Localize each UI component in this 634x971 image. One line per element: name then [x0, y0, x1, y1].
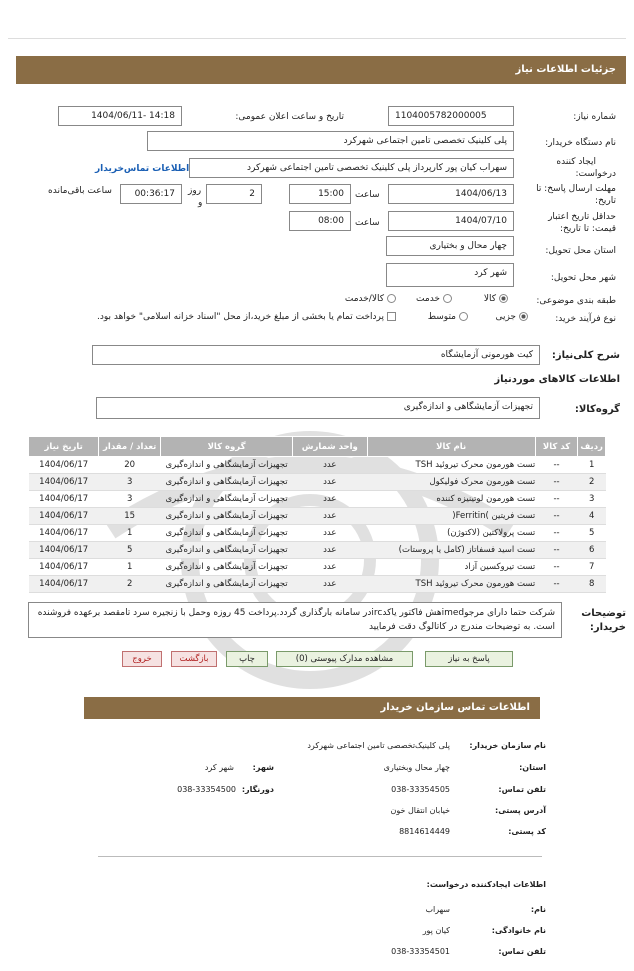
creator-label-2: درخواست:: [575, 169, 616, 179]
cell-need-date: 1404/06/17: [29, 525, 99, 542]
cell-row-index: 7: [578, 559, 606, 576]
cell-item-code: --: [535, 542, 578, 559]
and-label: و: [198, 198, 203, 208]
city-label: شهر محل تحویل:: [550, 273, 616, 283]
contact-divider: [98, 856, 542, 857]
cell-quantity: 3: [99, 474, 161, 491]
creator-label: ایجاد کننده: [556, 157, 596, 167]
cell-item-name: تست هورمون محرک فولیکول: [367, 474, 535, 491]
cell-item-name: تست هورمون محرک تیروئید TSH: [367, 576, 535, 593]
cell-unit: عدد: [293, 491, 368, 508]
radio-selected-icon: [499, 294, 508, 303]
back-button[interactable]: بازگشت: [171, 651, 217, 667]
cell-unit: عدد: [293, 508, 368, 525]
col-header: ردیف: [578, 437, 606, 457]
creator-name-label: نام:: [530, 905, 546, 914]
cell-row-index: 6: [578, 542, 606, 559]
deadline-time-field: 15:00: [289, 184, 351, 204]
notes-field: شرکت حتما دارای مرجوimedهش فاکتور یاکدircدر سامانه بارگذاری گردد.پرداخت 45 روزه وحمل با زنجیره سرد تامقصد برعهده فروشنده است. به توضیحات مندرج در کاتالوگ دقت فرمایید: [28, 602, 562, 638]
cell-need-date: 1404/06/17: [29, 474, 99, 491]
validity-label: حداقل تاریخ اعتبار: [548, 212, 616, 222]
table-row: [29, 576, 606, 593]
cell-row-index: 5: [578, 525, 606, 542]
top-divider: [8, 38, 626, 39]
contact-province-value: چهار محال وبختیاری: [383, 763, 450, 772]
validity-label-2: قیمت: تا تاریخ:: [560, 224, 616, 234]
contact-fax-label: دورنگار:: [241, 785, 274, 794]
deadline-label: مهلت ارسال پاسخ: تا: [536, 184, 616, 194]
cell-item-name: تست پرولاکتین (لاکتوژن): [367, 525, 535, 542]
contact-city-label: شهر:: [252, 763, 274, 772]
cell-item-code: --: [535, 525, 578, 542]
category-label: طبقه بندی موضوعی:: [536, 296, 616, 306]
table-row: [29, 474, 606, 491]
cell-item-group: تجهیزات آزمایشگاهی و اندازه‌گیری: [161, 559, 293, 576]
cell-need-date: 1404/06/17: [29, 491, 99, 508]
contact-province-label: استان:: [519, 763, 546, 772]
table-row: [29, 559, 606, 576]
cell-unit: عدد: [293, 542, 368, 559]
payment-checkbox[interactable]: پرداخت تمام یا بخشی از مبلغ خرید،از محل "اسناد خزانه اسلامی" خواهد بود.: [97, 312, 396, 322]
days-label: روز: [188, 186, 202, 196]
table-row: [29, 457, 606, 474]
contact-phone-value: 038-33354505: [391, 785, 450, 794]
deadline-time-label: ساعت: [355, 190, 380, 200]
cell-need-date: 1404/06/17: [29, 542, 99, 559]
buyer-org-field: پلی کلینیک تخصصی تامین اجتماعی شهرکرد: [147, 131, 514, 151]
buyer-contact-link[interactable]: اطلاعات تماس‌خریدار: [95, 164, 190, 174]
validity-time-label: ساعت: [355, 218, 380, 228]
validity-time-field: 08:00: [289, 211, 351, 231]
exit-button[interactable]: خروج: [122, 651, 162, 667]
deadline-date-field: 1404/06/13: [388, 184, 514, 204]
creator-name-value: سهراب: [425, 905, 450, 914]
contact-city-value: شهر کرد: [204, 763, 234, 772]
city-field: شهر کرد: [386, 263, 514, 287]
cell-item-code: --: [535, 559, 578, 576]
contact-postal-label: کد پستی:: [508, 827, 546, 836]
col-header: تعداد / مقدار: [99, 437, 161, 457]
contact-address-value: خیابان انتقال خون: [390, 806, 450, 815]
validity-date-field: 1404/07/10: [388, 211, 514, 231]
province-field: چهار محال و بختیاری: [386, 236, 514, 256]
table-header-row: [29, 437, 606, 457]
category-radio-goods[interactable]: کالا: [484, 294, 508, 304]
contact-postal-value: 8814614449: [399, 827, 450, 836]
page-header: [16, 56, 626, 84]
category-radio-service[interactable]: خدمت: [416, 294, 452, 304]
cell-item-name: تست تیروکسین آزاد: [367, 559, 535, 576]
table-row: [29, 508, 606, 525]
cell-unit: عدد: [293, 525, 368, 542]
radio-icon: [443, 294, 452, 303]
cell-item-code: --: [535, 457, 578, 474]
cell-row-index: 8: [578, 576, 606, 593]
items-table: [28, 436, 606, 593]
cell-need-date: 1404/06/17: [29, 457, 99, 474]
contact-phone-label: تلفن تماس:: [498, 785, 546, 794]
summary-label: شرح کلی‌نیاز:: [551, 350, 620, 361]
attachments-button[interactable]: مشاهده مدارک پیوستی (0): [276, 651, 413, 667]
creator-phone-value: 038-33354501: [391, 947, 450, 956]
cell-quantity: 20: [99, 457, 161, 474]
creator-field: سهراب کیان پور کارپرداز پلی کلینیک تخصصی تامین اجتماعی شهرکرد: [189, 158, 514, 178]
need-number-field: 1104005782000005: [388, 106, 514, 126]
cell-item-group: تجهیزات آزمایشگاهی و اندازه‌گیری: [161, 457, 293, 474]
col-header: نام کالا: [367, 437, 535, 457]
cell-quantity: 1: [99, 559, 161, 576]
cell-need-date: 1404/06/17: [29, 559, 99, 576]
notes-label: توضیحات: [581, 608, 626, 619]
creator-family-value: کیان پور: [422, 926, 450, 935]
cell-quantity: 3: [99, 491, 161, 508]
process-radio-medium[interactable]: متوسط: [428, 312, 468, 322]
cell-item-group: تجهیزات آزمایشگاهی و اندازه‌گیری: [161, 508, 293, 525]
announce-label: تاریخ و ساعت اعلان عمومی:: [235, 112, 344, 122]
need-number-label: شماره نیاز:: [573, 112, 616, 122]
cell-unit: عدد: [293, 474, 368, 491]
cell-quantity: 2: [99, 576, 161, 593]
goods-section-title: اطلاعات کالاهای موردنیاز: [494, 374, 620, 385]
contact-header: [84, 697, 540, 719]
cell-unit: عدد: [293, 457, 368, 474]
creator-phone-label: تلفن تماس:: [498, 947, 546, 956]
cell-row-index: 2: [578, 474, 606, 491]
items-table-wrap: [28, 436, 606, 593]
notes-label-2: خریدار:: [589, 622, 626, 633]
cell-quantity: 1: [99, 525, 161, 542]
cell-need-date: 1404/06/17: [29, 576, 99, 593]
process-radio-minor[interactable]: جزیی: [495, 312, 528, 322]
group-label: گروه‌کالا:: [574, 404, 620, 415]
col-header: گروه کالا: [161, 437, 293, 457]
buyer-org-label: نام دستگاه خریدار:: [545, 138, 616, 148]
radio-icon: [387, 294, 396, 303]
reply-button[interactable]: پاسخ به نیاز: [425, 651, 513, 667]
cell-item-name: تست هورمون لوتینیزه کننده: [367, 491, 535, 508]
cell-item-code: --: [535, 576, 578, 593]
contact-fax-value: 038-33354500: [177, 785, 236, 794]
checkbox-icon: [387, 312, 396, 321]
group-field: تجهیزات آزمایشگاهی و اندازه‌گیری: [96, 397, 540, 419]
cell-item-name: تست اسید فسفاتاز (کامل یا پروستات): [367, 542, 535, 559]
province-label: استان محل تحویل:: [545, 246, 616, 256]
contact-org-value: پلی کلینیک‌تخصصی تامین اجتماعی شهرکرد: [307, 741, 450, 750]
cell-item-group: تجهیزات آزمایشگاهی و اندازه‌گیری: [161, 491, 293, 508]
table-row: [29, 542, 606, 559]
radio-icon: [459, 312, 468, 321]
cell-row-index: 3: [578, 491, 606, 508]
table-row: [29, 491, 606, 508]
remaining-time-field: 00:36:17: [120, 184, 182, 204]
remaining-label: ساعت باقی‌مانده: [48, 186, 112, 196]
creator-family-label: نام خانوادگی:: [491, 926, 546, 935]
contact-title: اطلاعات تماس سازمان خریدار: [380, 702, 530, 713]
print-button[interactable]: چاپ: [226, 651, 268, 667]
cell-quantity: 5: [99, 542, 161, 559]
cell-quantity: 15: [99, 508, 161, 525]
contact-org-label: نام سازمان خریدار:: [469, 741, 546, 750]
cell-item-group: تجهیزات آزمایشگاهی و اندازه‌گیری: [161, 576, 293, 593]
cell-unit: عدد: [293, 576, 368, 593]
cell-unit: عدد: [293, 559, 368, 576]
cell-row-index: 4: [578, 508, 606, 525]
category-radio-both[interactable]: کالا/خدمت: [345, 294, 396, 304]
col-header: تاریخ نیاز: [29, 437, 99, 457]
cell-need-date: 1404/06/17: [29, 508, 99, 525]
page-title: جزئیات اطلاعات نیاز: [515, 64, 616, 75]
radio-selected-icon: [519, 312, 528, 321]
days-field: 2: [206, 184, 262, 204]
cell-item-group: تجهیزات آزمایشگاهی و اندازه‌گیری: [161, 525, 293, 542]
contact-address-label: آدرس پستی:: [495, 806, 546, 815]
cell-item-name: تست فریتین )Ferritin(: [367, 508, 535, 525]
process-label: نوع فرآیند خرید:: [555, 314, 616, 324]
cell-item-code: --: [535, 474, 578, 491]
summary-field: کیت هورمونی آزمایشگاه: [92, 345, 540, 365]
cell-item-name: تست هورمون محرک تیروئید TSH: [367, 457, 535, 474]
col-header: واحد شمارش: [293, 437, 368, 457]
table-row: [29, 525, 606, 542]
cell-item-code: --: [535, 491, 578, 508]
deadline-label-2: تاریخ:: [595, 196, 616, 206]
creator-section-title: اطلاعات ایجادکننده درخواست:: [426, 880, 546, 889]
cell-item-group: تجهیزات آزمایشگاهی و اندازه‌گیری: [161, 474, 293, 491]
announce-field: 1404/06/11- 14:18: [58, 106, 182, 126]
cell-item-code: --: [535, 508, 578, 525]
cell-row-index: 1: [578, 457, 606, 474]
col-header: کد کالا: [535, 437, 578, 457]
cell-item-group: تجهیزات آزمایشگاهی و اندازه‌گیری: [161, 542, 293, 559]
